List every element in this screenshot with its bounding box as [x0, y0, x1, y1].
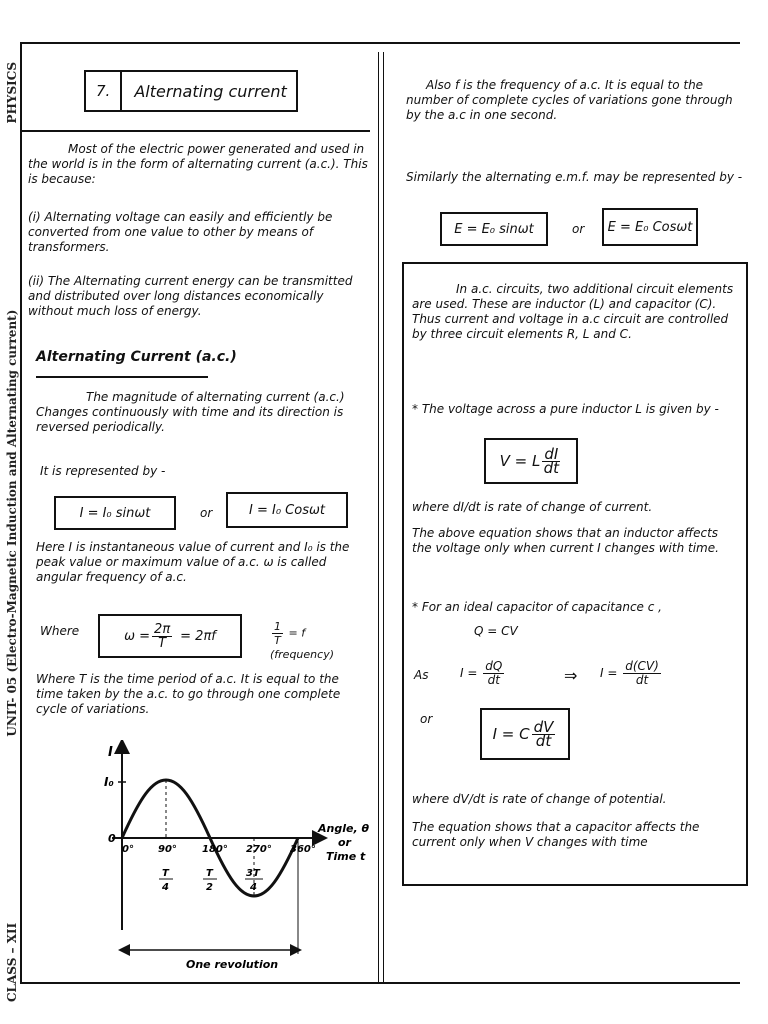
frequency-text: Also f is the frequency of a.c. It is equal to the number of complete cycles of variations gone through by the a.c in one second. [406, 78, 733, 122]
circuit-elements-text: In a.c. circuits, two additional circuit elements are used. These are inductor (L) and capacitor (C). Thus current and voltage in a.c circuit are controlled by three circuit elements R, L and C. [412, 282, 734, 341]
capacitor-fraction [532, 717, 556, 750]
freq-rhs: = f (frequency) [270, 626, 334, 661]
ac-description: The magnitude of alternating current (a.c.) Changes continuously with time and its direction is reversed periodically. [36, 390, 345, 434]
inductor-explanation: The above equation shows that an inductor affects the voltage only when current I changes with time. [412, 526, 719, 555]
capacitor-denominator: dt [535, 731, 552, 750]
as-label: As [414, 668, 429, 682]
right-column [392, 50, 747, 984]
current-dq-lhs: I = [460, 666, 478, 680]
current-dq-num: dQ [485, 659, 503, 673]
x-axis-label-2: or [338, 836, 351, 849]
time-period-text: Where T is the time period of a.c. It is equal to the time taken by the a.c. to go through one complete cycle of variations. [36, 672, 341, 716]
instantaneous-text: Here I is instantaneous value of current and I₀ is the peak value or maximum value of a.c. ω is called angular frequency of a.c. [36, 540, 350, 584]
title-rule [22, 130, 370, 132]
omega-denominator: T [158, 635, 167, 651]
current-dq-den: dt [487, 673, 500, 687]
inductor-fraction [542, 444, 560, 477]
subject-label: PHYSICS [5, 62, 19, 124]
left-column [22, 50, 372, 984]
x-axis-label-3: Time t [326, 850, 366, 863]
freq-numerator: 1 [274, 620, 281, 633]
inductor-denominator: dt [543, 458, 560, 477]
tick-90: 90° [158, 844, 177, 855]
emf-intro: Similarly the alternating e.m.f. may be represented by - [406, 170, 743, 184]
current-dcv-den: dt [635, 673, 649, 687]
x-axis-label-1: Angle, θ [318, 822, 370, 835]
tick-0: 0° [122, 844, 134, 855]
class-label: CLASS – XII [5, 922, 19, 1002]
inductor-intro: * The voltage across a pure inductor L is given by - [412, 402, 719, 416]
section-heading: Alternating Current (a.c.) [36, 349, 237, 365]
represented-text: It is represented by - [40, 464, 166, 478]
frac-3quarter-num: 3T [246, 868, 260, 879]
tick-360: 360° [290, 844, 316, 855]
frac-half-den: 2 [206, 882, 213, 893]
capacitor-numerator: dV [533, 717, 554, 736]
inductor-equation [484, 438, 578, 484]
omega-fraction [152, 623, 172, 650]
inductor-lhs: V = L [499, 452, 541, 470]
current-sin-equation: I = I₀ sinωt [54, 496, 176, 530]
inductor-numerator: dI [544, 444, 559, 463]
capacitor-lhs: I = C [492, 725, 530, 743]
top-border [20, 42, 740, 44]
revolution-label: One revolution [186, 958, 279, 970]
omega-equation-box [98, 614, 242, 658]
emf-cos-equation: E = E₀ Cosωt [602, 208, 698, 246]
capacitor-equation [480, 708, 570, 760]
where-label: Where [40, 624, 80, 638]
tick-180: 180° [202, 844, 228, 855]
circuit-elements-box [402, 262, 748, 886]
emf-or: or [572, 222, 585, 236]
chapter-title: Alternating current [134, 81, 287, 101]
frequency-relation [270, 620, 372, 662]
capacitor-explanation: The equation shows that a capacitor affects the current only when V changes with time [412, 820, 700, 849]
freq-fraction [272, 620, 283, 647]
y-axis-label: I [108, 745, 113, 760]
chapter-number: 7. [86, 72, 122, 110]
unit-label: UNIT- 05 (Electro-Magnetic Induction and Alternating current) [5, 309, 19, 737]
point-two: (ii) The Alternating current energy can be transmitted and distributed over long distances economically without much loss of energy. [28, 274, 353, 318]
inductor-note: where dI/dt is rate of change of current. [412, 500, 653, 514]
current-dcv-num: d(CV) [625, 659, 659, 673]
frac-quarter-den: 4 [162, 882, 169, 893]
point-one: (i) Alternating voltage can easily and efficiently be converted from one value to other by means of transformers. [28, 210, 333, 254]
omega-rhs: = 2πf [180, 628, 216, 644]
current-dcv-equation [600, 660, 663, 687]
capacitor-intro: * For an ideal capacitor of capacitance c , [412, 600, 662, 614]
chapter-title-box [84, 70, 298, 112]
freq-denominator: T [274, 634, 281, 647]
current-dcv-lhs: I = [600, 666, 618, 680]
frac-3quarter-den: 4 [250, 882, 257, 893]
omega-lhs: ω = [124, 628, 151, 644]
or-text: or [200, 506, 213, 520]
origin-label: 0 [108, 832, 116, 845]
charge-equation: Q = CV [474, 624, 518, 638]
intro-text: Most of the electric power generated and used in the world is in the form of alternating current (a.c.). This is because: [28, 142, 368, 186]
omega-numerator: 2π [154, 621, 171, 637]
peak-label: I₀ [104, 775, 114, 789]
emf-sin-equation: E = E₀ sinωt [440, 212, 548, 246]
current-dq-fraction [483, 660, 504, 687]
frac-half-num: T [206, 868, 213, 879]
tick-270: 270° [246, 844, 272, 855]
or-label: or [420, 712, 433, 726]
sine-wave-graph [82, 740, 412, 970]
frac-quarter-num: T [162, 868, 169, 879]
current-dq-equation [460, 660, 506, 687]
current-dcv-fraction [623, 660, 661, 687]
current-cos-equation: I = I₀ Cosωt [226, 492, 348, 528]
heading-underline [36, 376, 208, 378]
capacitor-note: where dV/dt is rate of change of potential. [412, 792, 667, 806]
implies-arrow: ⇒ [564, 666, 578, 685]
